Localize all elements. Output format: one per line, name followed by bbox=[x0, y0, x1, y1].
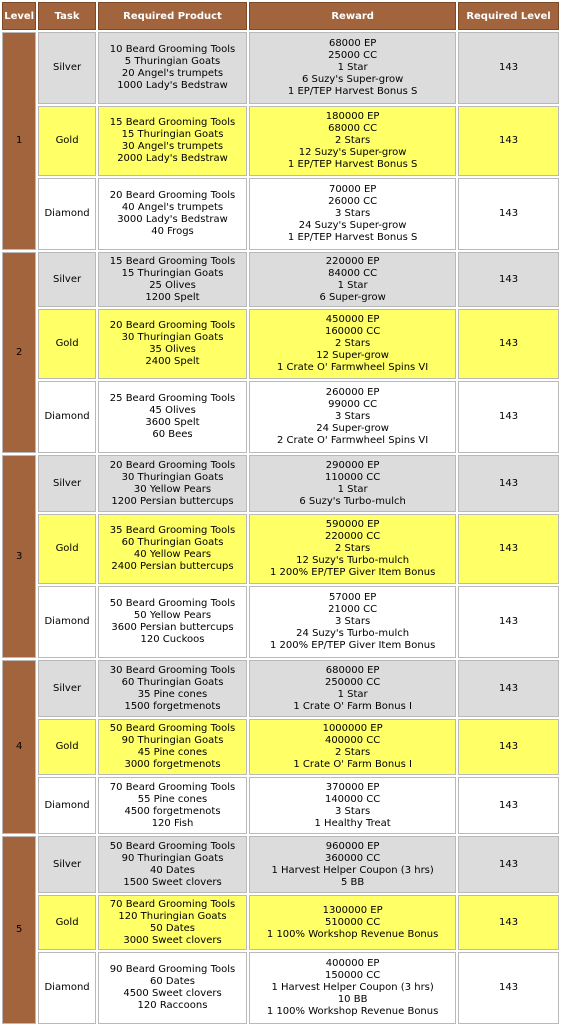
reward-line: 1 EP/TEP Harvest Bonus S bbox=[287, 159, 418, 170]
reward-cell bbox=[249, 309, 456, 379]
product-line: 60 Dates bbox=[150, 976, 196, 987]
product-line: 50 Beard Grooming Tools bbox=[109, 840, 236, 852]
product-line: 90 Thuringian Goats bbox=[121, 852, 224, 864]
required-level-cell: 143 bbox=[458, 381, 559, 453]
reward-line: 12 Suzy's Turbo-mulch bbox=[296, 555, 410, 566]
reward-cell bbox=[249, 660, 456, 717]
reward-line: 3 Stars bbox=[334, 805, 371, 817]
task-cell: Diamond bbox=[38, 952, 96, 1024]
task-cell: Silver bbox=[38, 32, 96, 104]
product-line: 70 Beard Grooming Tools bbox=[109, 898, 236, 910]
required-product-cell bbox=[98, 777, 247, 834]
task-cell: Diamond bbox=[38, 586, 96, 658]
reward-line: 1 Star bbox=[337, 483, 368, 495]
product-line: 120 Cuckoos bbox=[140, 634, 205, 645]
table-row bbox=[2, 455, 559, 512]
required-product-cell bbox=[98, 952, 247, 1024]
required-product-cell bbox=[98, 895, 247, 950]
product-line: 30 Thuringian Goats bbox=[121, 471, 224, 483]
level-cell: 1 bbox=[2, 32, 36, 250]
header-task: Task bbox=[38, 2, 96, 30]
required-product-cell bbox=[98, 514, 247, 584]
reward-cell bbox=[249, 178, 456, 250]
product-line: 1200 Spelt bbox=[145, 291, 200, 303]
header-required-product: Required Product bbox=[98, 2, 247, 30]
reward-line: 290000 EP bbox=[325, 459, 380, 471]
reward-line: 10 BB bbox=[337, 994, 368, 1005]
product-line: 25 Olives bbox=[149, 279, 196, 291]
product-line: 50 Beard Grooming Tools bbox=[109, 598, 236, 609]
reward-line: 260000 EP bbox=[325, 387, 380, 398]
reward-line: 1 Harvest Helper Coupon (3 hrs) bbox=[271, 864, 434, 876]
reward-line: 5 BB bbox=[340, 876, 365, 888]
table-row bbox=[2, 106, 559, 176]
product-line: 3000 forgetmenots bbox=[124, 759, 221, 770]
reward-line: 12 Super-grow bbox=[316, 350, 389, 361]
required-level-cell: 143 bbox=[458, 32, 559, 104]
product-line: 25 Beard Grooming Tools bbox=[109, 393, 236, 404]
product-line: 20 Beard Grooming Tools bbox=[109, 459, 236, 471]
product-line: 30 Thuringian Goats bbox=[121, 332, 224, 343]
level-cell: 2 bbox=[2, 252, 36, 453]
task-cell: Gold bbox=[38, 106, 96, 176]
reward-cell bbox=[249, 455, 456, 512]
required-product-cell bbox=[98, 106, 247, 176]
required-level-cell: 143 bbox=[458, 777, 559, 834]
reward-line: 450000 EP bbox=[325, 314, 380, 325]
product-line: 30 Yellow Pears bbox=[133, 483, 212, 495]
reward-cell bbox=[249, 514, 456, 584]
product-line: 15 Beard Grooming Tools bbox=[109, 255, 236, 267]
reward-line: 1 Harvest Helper Coupon (3 hrs) bbox=[271, 982, 434, 993]
table-row bbox=[2, 895, 559, 950]
table-row bbox=[2, 777, 559, 834]
required-level-cell: 143 bbox=[458, 952, 559, 1024]
task-cell: Gold bbox=[38, 514, 96, 584]
required-level-cell: 143 bbox=[458, 106, 559, 176]
reward-line: 400000 EP bbox=[325, 958, 380, 969]
product-line: 40 Dates bbox=[150, 864, 196, 876]
task-cell: Silver bbox=[38, 836, 96, 893]
reward-line: 220000 EP bbox=[325, 255, 380, 267]
reward-line: 250000 CC bbox=[324, 676, 381, 688]
product-line: 35 Beard Grooming Tools bbox=[109, 525, 236, 536]
product-line: 60 Bees bbox=[152, 429, 193, 440]
required-product-cell bbox=[98, 252, 247, 307]
product-line: 15 Thuringian Goats bbox=[121, 129, 224, 140]
product-line: 120 Raccoons bbox=[137, 1000, 208, 1011]
product-line: 15 Beard Grooming Tools bbox=[109, 117, 236, 128]
product-line: 20 Beard Grooming Tools bbox=[109, 190, 236, 201]
reward-line: 25000 CC bbox=[328, 50, 378, 61]
reward-line: 24 Suzy's Super-grow bbox=[298, 220, 407, 231]
product-line: 60 Thuringian Goats bbox=[121, 676, 224, 688]
table-row bbox=[2, 381, 559, 453]
reward-cell bbox=[249, 252, 456, 307]
required-level-cell: 143 bbox=[458, 719, 559, 775]
required-level-cell: 143 bbox=[458, 178, 559, 250]
required-level-cell: 143 bbox=[458, 586, 559, 658]
reward-cell bbox=[249, 952, 456, 1024]
table-row bbox=[2, 836, 559, 893]
product-line: 1000 Lady's Bedstraw bbox=[117, 80, 228, 91]
task-cell: Diamond bbox=[38, 178, 96, 250]
product-line: 2400 Persian buttercups bbox=[111, 561, 234, 572]
product-line: 50 Yellow Pears bbox=[133, 610, 212, 621]
reward-line: 1 EP/TEP Harvest Bonus S bbox=[287, 232, 418, 243]
header-row bbox=[2, 2, 559, 30]
required-product-cell bbox=[98, 836, 247, 893]
product-line: 90 Thuringian Goats bbox=[121, 735, 224, 746]
reward-line: 110000 CC bbox=[324, 471, 381, 483]
reward-line: 68000 CC bbox=[328, 123, 378, 134]
product-line: 4500 Sweet clovers bbox=[123, 988, 222, 999]
product-line: 1500 forgetmenots bbox=[124, 700, 221, 712]
reward-line: 57000 EP bbox=[328, 592, 377, 603]
reward-line: 12 Suzy's Super-grow bbox=[298, 147, 407, 158]
reward-line: 3 Stars bbox=[334, 411, 371, 422]
required-product-cell bbox=[98, 660, 247, 717]
required-level-cell: 143 bbox=[458, 836, 559, 893]
task-cell: Gold bbox=[38, 309, 96, 379]
required-product-cell bbox=[98, 309, 247, 379]
reward-line: 160000 CC bbox=[324, 326, 381, 337]
task-cell: Silver bbox=[38, 660, 96, 717]
product-line: 1500 Sweet clovers bbox=[123, 876, 222, 888]
reward-line: 2 Crate O' Farmwheel Spins VI bbox=[277, 435, 429, 446]
reward-line: 6 Suzy's Super-grow bbox=[301, 74, 404, 85]
product-line: 20 Angel's trumpets bbox=[121, 68, 224, 79]
product-line: 35 Pine cones bbox=[137, 688, 208, 700]
reward-line: 1 Crate O' Farm Bonus I bbox=[293, 700, 412, 712]
table-row bbox=[2, 309, 559, 379]
task-cell: Diamond bbox=[38, 381, 96, 453]
reward-line: 680000 EP bbox=[325, 664, 380, 676]
header-required-level: Required Level bbox=[458, 2, 559, 30]
product-line: 3600 Spelt bbox=[145, 417, 200, 428]
reward-line: 1 Crate O' Farmwheel Spins VI bbox=[277, 362, 429, 373]
required-level-cell: 143 bbox=[458, 455, 559, 512]
product-line: 45 Pine cones bbox=[137, 747, 208, 758]
required-product-cell bbox=[98, 455, 247, 512]
task-cell: Gold bbox=[38, 895, 96, 950]
product-line: 50 Beard Grooming Tools bbox=[109, 723, 236, 734]
reward-line: 150000 CC bbox=[324, 970, 381, 981]
required-level-cell: 143 bbox=[458, 660, 559, 717]
required-level-cell: 143 bbox=[458, 309, 559, 379]
product-line: 50 Dates bbox=[150, 922, 196, 934]
required-product-cell bbox=[98, 586, 247, 658]
table-row bbox=[2, 252, 559, 307]
required-product-cell bbox=[98, 719, 247, 775]
product-line: 40 Frogs bbox=[151, 226, 194, 237]
level-cell: 5 bbox=[2, 836, 36, 1024]
reward-line: 26000 CC bbox=[328, 196, 378, 207]
reward-line: 400000 CC bbox=[324, 735, 381, 746]
product-line: 2000 Lady's Bedstraw bbox=[117, 153, 228, 164]
reward-line: 1000000 EP bbox=[322, 723, 383, 734]
reward-cell bbox=[249, 719, 456, 775]
product-line: 90 Beard Grooming Tools bbox=[109, 964, 236, 975]
reward-line: 1 200% EP/TEP Giver Item Bonus bbox=[269, 567, 436, 578]
reward-cell bbox=[249, 836, 456, 893]
reward-line: 1 Star bbox=[337, 62, 368, 73]
reward-line: 2 Stars bbox=[334, 543, 371, 554]
reward-line: 370000 EP bbox=[325, 781, 380, 793]
reward-line: 960000 EP bbox=[325, 840, 380, 852]
required-level-cell: 143 bbox=[458, 514, 559, 584]
product-line: 15 Thuringian Goats bbox=[121, 267, 224, 279]
required-level-cell: 143 bbox=[458, 252, 559, 307]
reward-cell bbox=[249, 895, 456, 950]
table-row bbox=[2, 660, 559, 717]
reward-line: 1 Star bbox=[337, 279, 368, 291]
reward-line: 1 Healthy Treat bbox=[314, 817, 391, 829]
task-cell: Silver bbox=[38, 252, 96, 307]
required-product-cell bbox=[98, 178, 247, 250]
table-row bbox=[2, 178, 559, 250]
reward-line: 1 Star bbox=[337, 688, 368, 700]
reward-line: 68000 EP bbox=[328, 38, 377, 49]
product-line: 120 Thuringian Goats bbox=[118, 910, 227, 922]
reward-line: 590000 EP bbox=[325, 519, 380, 530]
table-row bbox=[2, 952, 559, 1024]
header-level: Level bbox=[2, 2, 36, 30]
table-body bbox=[2, 32, 559, 1024]
reward-line: 1 200% EP/TEP Giver Item Bonus bbox=[269, 640, 436, 651]
level-cell: 4 bbox=[2, 660, 36, 834]
reward-line: 1 100% Workshop Revenue Bonus bbox=[266, 928, 439, 940]
required-product-cell bbox=[98, 381, 247, 453]
header-reward: Reward bbox=[249, 2, 456, 30]
reward-line: 70000 EP bbox=[328, 184, 377, 195]
task-cell: Gold bbox=[38, 719, 96, 775]
required-level-cell: 143 bbox=[458, 895, 559, 950]
reward-line: 21000 CC bbox=[328, 604, 378, 615]
product-line: 20 Beard Grooming Tools bbox=[109, 320, 236, 331]
table-row bbox=[2, 719, 559, 775]
product-line: 40 Yellow Pears bbox=[133, 549, 212, 560]
reward-cell bbox=[249, 106, 456, 176]
reward-line: 510000 CC bbox=[324, 916, 381, 928]
reward-line: 140000 CC bbox=[324, 793, 381, 805]
reward-line: 2 Stars bbox=[334, 135, 371, 146]
reward-line: 360000 CC bbox=[324, 852, 381, 864]
product-line: 3000 Lady's Bedstraw bbox=[117, 214, 228, 225]
reward-line: 24 Suzy's Turbo-mulch bbox=[296, 628, 410, 639]
reward-cell bbox=[249, 32, 456, 104]
reward-line: 180000 EP bbox=[325, 111, 380, 122]
reward-line: 3 Stars bbox=[334, 208, 371, 219]
reward-line: 2 Stars bbox=[334, 338, 371, 349]
product-line: 55 Pine cones bbox=[137, 793, 208, 805]
reward-line: 1 Crate O' Farm Bonus I bbox=[293, 759, 412, 770]
required-product-cell bbox=[98, 32, 247, 104]
reward-line: 24 Super-grow bbox=[316, 423, 389, 434]
product-line: 30 Angel's trumpets bbox=[121, 141, 224, 152]
product-line: 35 Olives bbox=[149, 344, 196, 355]
reward-line: 2 Stars bbox=[334, 747, 371, 758]
product-line: 60 Thuringian Goats bbox=[121, 537, 224, 548]
product-line: 10 Beard Grooming Tools bbox=[109, 44, 236, 55]
product-line: 1200 Persian buttercups bbox=[111, 495, 234, 507]
reward-line: 1300000 EP bbox=[322, 904, 383, 916]
reward-cell bbox=[249, 586, 456, 658]
product-line: 40 Angel's trumpets bbox=[121, 202, 224, 213]
product-line: 4500 forgetmenots bbox=[124, 805, 221, 817]
reward-line: 1 EP/TEP Harvest Bonus S bbox=[287, 86, 418, 97]
reward-line: 6 Super-grow bbox=[319, 291, 386, 303]
task-cell: Silver bbox=[38, 455, 96, 512]
product-line: 2400 Spelt bbox=[145, 356, 200, 367]
product-line: 5 Thuringian Goats bbox=[124, 56, 221, 67]
table-row bbox=[2, 514, 559, 584]
product-line: 3000 Sweet clovers bbox=[123, 934, 222, 946]
reward-line: 84000 CC bbox=[328, 267, 378, 279]
table-row bbox=[2, 586, 559, 658]
reward-cell bbox=[249, 381, 456, 453]
reward-line: 3 Stars bbox=[334, 616, 371, 627]
product-line: 70 Beard Grooming Tools bbox=[109, 781, 236, 793]
product-line: 3600 Persian buttercups bbox=[111, 622, 234, 633]
reward-line: 1 100% Workshop Revenue Bonus bbox=[266, 1006, 439, 1017]
reward-line: 6 Suzy's Turbo-mulch bbox=[299, 495, 406, 507]
reward-line: 99000 CC bbox=[328, 399, 378, 410]
product-line: 30 Beard Grooming Tools bbox=[109, 664, 236, 676]
product-line: 45 Olives bbox=[149, 405, 196, 416]
task-cell: Diamond bbox=[38, 777, 96, 834]
product-line: 120 Fish bbox=[151, 817, 194, 829]
level-cell: 3 bbox=[2, 455, 36, 658]
table-row bbox=[2, 32, 559, 104]
reward-cell bbox=[249, 777, 456, 834]
reward-line: 220000 CC bbox=[324, 531, 381, 542]
